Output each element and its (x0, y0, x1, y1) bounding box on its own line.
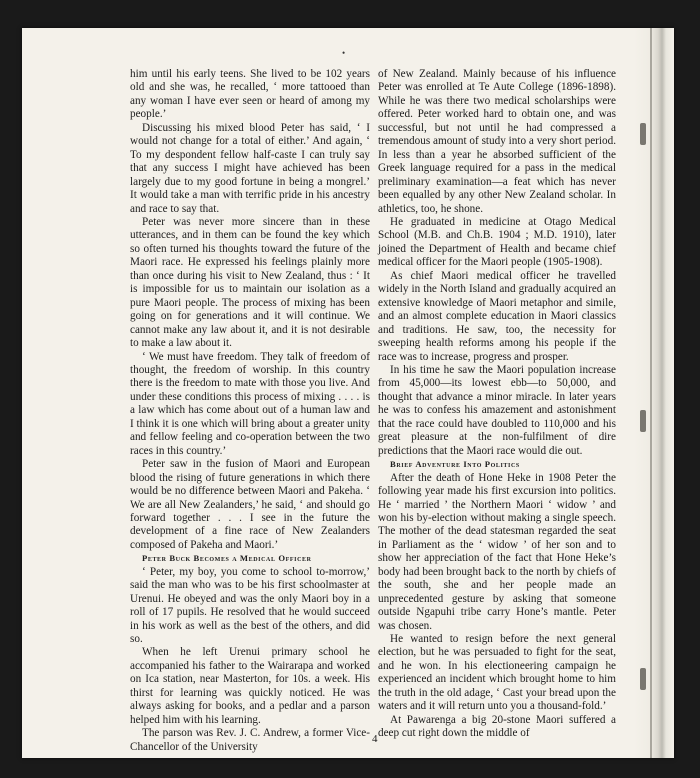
paragraph: In his time he saw the Maori population increase from 45,000—its lowest ebb—to 50,000, and thought that advance a minor miracle. In later years he was to confess his amazement and astonishment that the race could have doubled to 110,000 and his great pleasure at the non-fulfilment of dire predictions that the Maori race would die out. (378, 363, 616, 457)
page-binding (634, 28, 674, 758)
spine-line (650, 28, 652, 758)
left-column (130, 68, 370, 754)
paragraph: of New Zealand. Mainly because of his influence Peter was enrolled at Te Aute College (1896-1898). While he was there two medical scholarships were offered. Peter worked hard to obtain one, and was successful, but not until he had compressed a tremendous amount of study into a very short period. In less than a year he absorbed sufficient of the Greek language required for a pass in the medical preliminary examination—a feat which has never been equalled by any other New Zealand scholar. In athletics, too, he shone. (378, 68, 616, 215)
section-heading: Brief Adventure Into Politics (390, 459, 520, 470)
top-mark: • (342, 48, 346, 58)
paragraph: Peter was never more sincere than in these utterances, and in them can be found the key which so often turned his thoughts toward the future of the Maori race. He expressed his feelings plainly more than once during his visit to New Zealand, thus : ‘ It is impossible for us to maintain our isolation as a pure Maori people. The process of mixing has been going on for generations and it will continue. We cannot make any law about it, and it is not desirable to make a law about it. (130, 215, 370, 350)
paragraph: Peter saw in the fusion of Maori and European blood the rising of future generations in which there would be no difference between Maori and Pakeha. ‘ We are all New Zealanders,’ he said, ‘ and should go forward together . . . I see in the future the development of a fine race of New Zealanders composed of Pakeha and Maori.’ (130, 458, 370, 551)
paragraph: As chief Maori medical officer he travelled widely in the North Island and gradually acquired an extensive knowledge of Maori metaphor and simile, and an almost complete education in Maori classics and traditions. He saw, too, the necessity for sweeping health reforms among his people if the race was to increase, progress and prosper. (378, 269, 616, 363)
paragraph: ‘ We must have freedom. They talk of freedom of thought, the freedom of worship. In this country there is the freedom to mate with those you live. And under these conditions this process of mixing . . . . is a law which has come about out of a human law and I think it is one which will bring about a greater unity and fellow feeling and co-operation between the two races in this country.’ (130, 350, 370, 457)
staple-mark (640, 410, 646, 432)
staple-mark (640, 123, 646, 145)
paragraph: him until his early teens. She lived to be 102 years old and she was, he recalled, ‘ more tattooed than any woman I have ever seen or heard of among my people.’ (130, 68, 370, 121)
paragraph: Discussing his mixed blood Peter has said, ‘ I would not change for a total of either.’ And again, ‘ To my despondent fellow half-caste I can truly say that any success I might have achieved has been largely due to my good fortune in being a mongrel.’ It would take a man with terrific pride in his ancestry and race to say that. (130, 121, 370, 215)
paragraph: He graduated in medicine at Otago Medical School (M.B. and Ch.B. 1904 ; M.D. 1910), later joined the Department of Health and became chief medical officer for the Maori people (1905-1908). (378, 215, 616, 269)
right-column (378, 68, 616, 741)
paragraph: He wanted to resign before the next general election, but he was persuaded to fight for the seat, and he won. In his electioneering campaign he experienced an incident which brought home to him the truth in the old adage, ‘ Cast your bread upon the waters and it will return unto you a thousand-fold.’ (378, 633, 616, 713)
paragraph: At Pawarenga a big 20-stone Maori suffered a deep cut right down the middle of (378, 713, 616, 740)
paragraph: ‘ Peter, my boy, you come to school to-morrow,’ said the man who was to be his first schoolmaster at Urenui. He obeyed and was the only Maori boy in a roll of 17 pupils. He resolved that he would succeed in his work as well as the best of the others, and did so. (130, 565, 370, 646)
page-number: 4 (372, 733, 378, 745)
paragraph: The parson was Rev. J. C. Andrew, a former Vice-Chancellor of the University (130, 727, 370, 753)
paragraph: When he left Urenui primary school he accompanied his father to the Wairarapa and worked on Ica station, near Masterton, for 10s. a week. His thirst for learning was quickly noticed. He was always asking for books, and a pedlar and a parson helped him with his learning. (130, 646, 370, 726)
staple-mark (640, 668, 646, 690)
paragraph: After the death of Hone Heke in 1908 Peter the following year made his first excursion into politics. He ‘ married ’ the Northern Maori ‘ widow ’ and won his by-election without making a single speech. The mother of the dead statesman regarded the seat in Parliament as the ‘ widow ’ of her son and to show her appreciation of the fact that Hone Heke’s body had been brought back to the north by chiefs of the south, she and her people made an unprecedented gesture by asking that someone outside Ngapuhi tribe carry Hone’s mantle. Peter was chosen. (378, 471, 616, 632)
document-page (22, 28, 674, 758)
section-heading: Peter Buck Becomes a Medical Officer (142, 553, 312, 564)
